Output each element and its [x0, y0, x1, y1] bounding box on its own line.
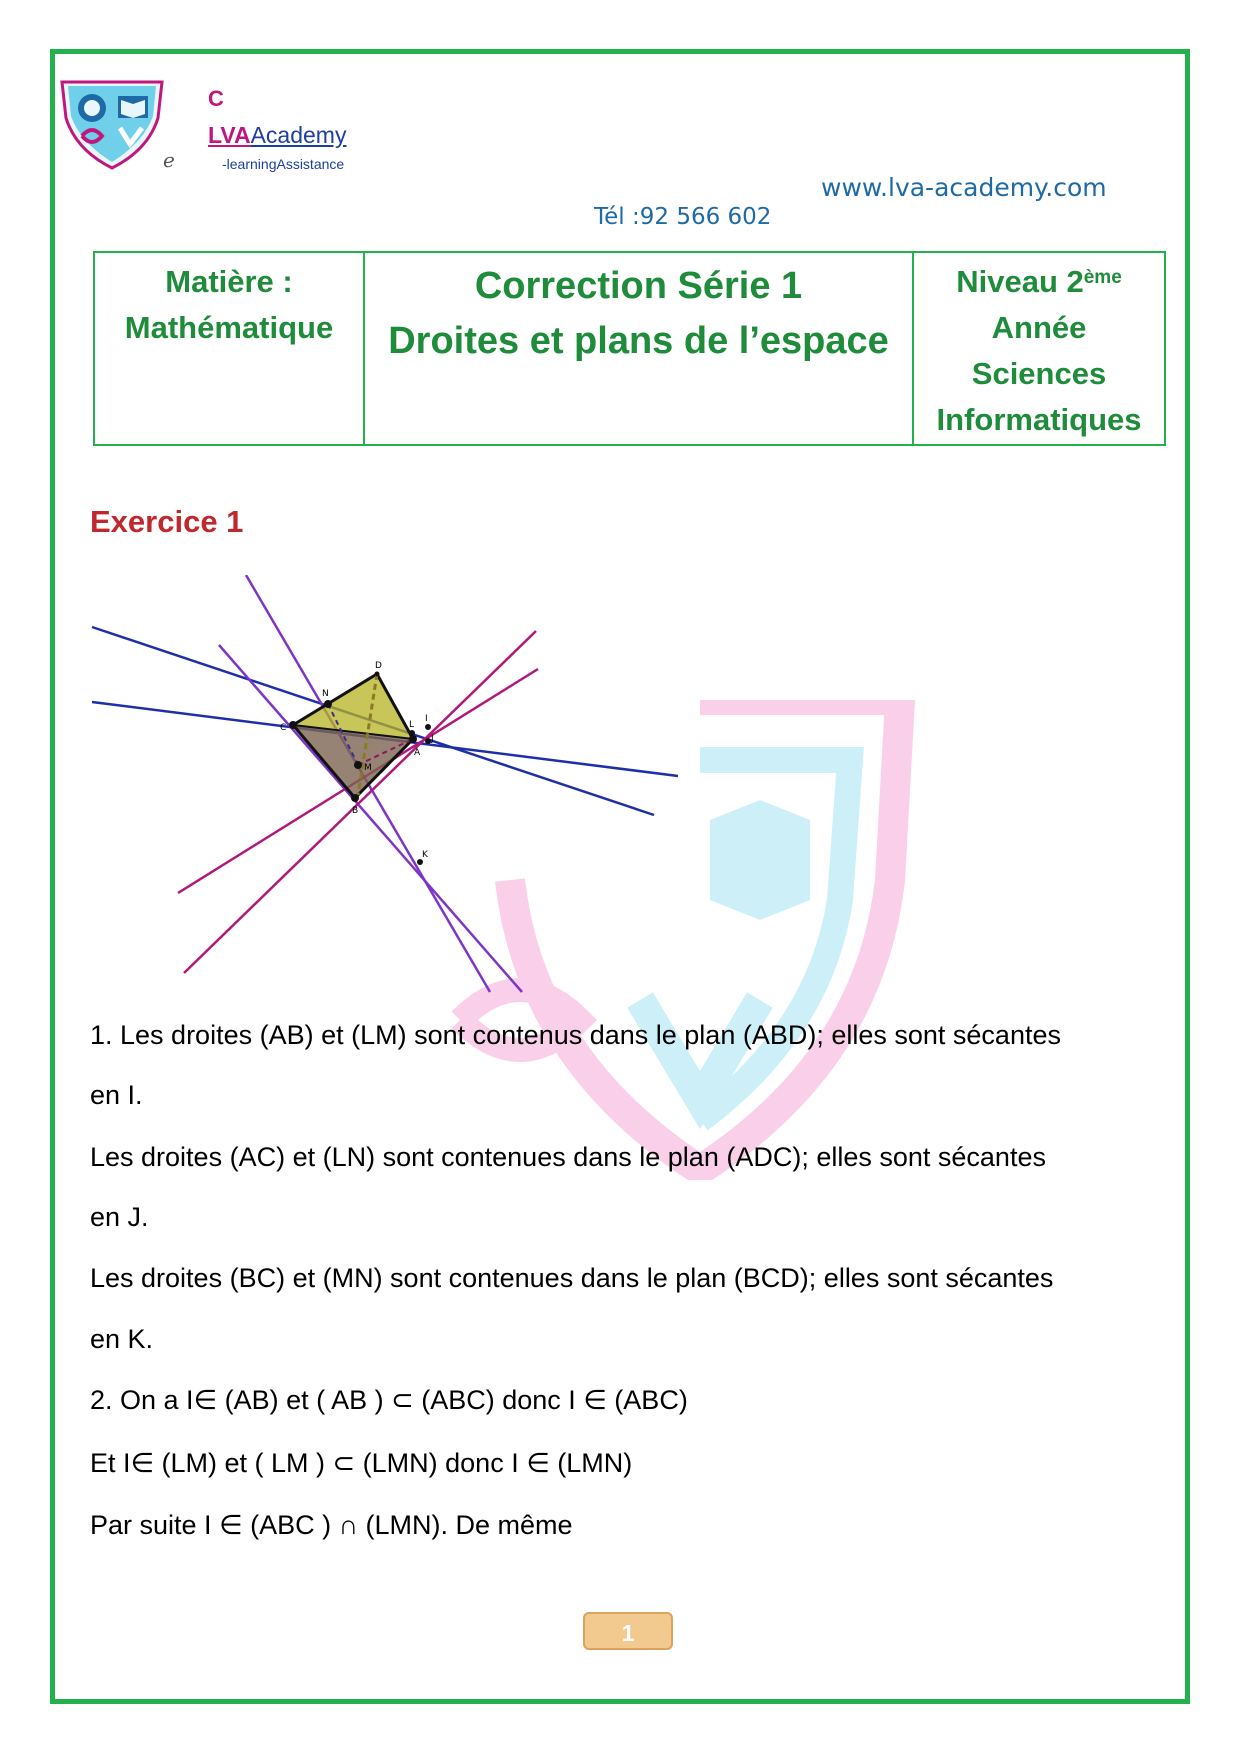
exercise-paragraph: Et I∈ (LM) et ( LM ) ⊂ (LMN) donc I ∈ (LMN): [90, 1448, 633, 1478]
tetrahedron-figure: [90, 575, 690, 1005]
point-label-b: B: [352, 806, 359, 816]
exercise-title: Exercice 1: [90, 504, 244, 539]
brand-c-letter: C: [208, 86, 224, 111]
point-label-c: C: [280, 723, 287, 733]
point-label-m: M: [364, 763, 372, 773]
matiere-label: Matière :: [165, 264, 293, 299]
brand-academy: Academy: [250, 122, 347, 148]
niveau-cell: [913, 252, 1165, 445]
point-label-l: L: [409, 720, 415, 730]
point-label-j: J: [431, 734, 434, 744]
chapter-title: Droites et plans de l’espace: [388, 320, 889, 362]
exercise-paragraph: Par suite I ∈ (ABC ) ∩ (LMN). De même: [90, 1510, 573, 1540]
niveau-line4: Informatiques: [936, 402, 1142, 437]
niveau-prefix: Niveau 2: [956, 264, 1084, 299]
exercise-paragraph: 1. Les droites (AB) et (LM) sont contenus dans le plan (ABD); elles sont sécantes: [90, 1020, 1061, 1050]
telephone: Tél :92 566 602: [594, 204, 772, 230]
brand-name: [208, 122, 346, 149]
niveau-line1: [915, 259, 1163, 305]
lva-academy-logo: [58, 78, 166, 170]
exercise-paragraph: en K.: [90, 1324, 154, 1354]
point-label-n: N: [322, 689, 329, 699]
point-label-a: A: [414, 748, 421, 758]
matiere-value: Mathématique: [124, 310, 334, 345]
title-cell: [364, 252, 913, 445]
niveau-sup: ème: [1083, 267, 1122, 288]
brand-subtitle: -learningAssistance: [222, 156, 345, 172]
website-link[interactable]: www.lva-academy.com: [821, 173, 1107, 202]
exercise-paragraph: en I.: [90, 1080, 143, 1110]
page-number: 1: [583, 1612, 673, 1650]
exercise-paragraph: Les droites (BC) et (MN) sont contenues dans le plan (BCD); elles sont sécantes: [90, 1263, 1054, 1293]
point-label-i: I: [425, 714, 428, 724]
point-label-d: D: [375, 661, 382, 671]
exercise-paragraph: en J.: [90, 1202, 149, 1232]
point-label-k: K: [422, 850, 428, 860]
brand-lva: LVA: [208, 122, 251, 148]
niveau-line2: Année: [991, 310, 1087, 345]
info-table: [93, 251, 1166, 446]
exercise-paragraph: Les droites (AC) et (LN) sont contenues dans le plan (ADC); elles sont sécantes: [90, 1142, 1046, 1172]
exercise-paragraph: 2. On a I∈ (AB) et ( AB ) ⊂ (ABC) donc I ∈ (ABC): [90, 1385, 688, 1415]
series-title: Correction Série 1: [474, 265, 803, 307]
brand-e-letter: e: [163, 148, 175, 172]
niveau-line3: Sciences: [971, 356, 1107, 391]
matiere-cell: [94, 252, 364, 445]
